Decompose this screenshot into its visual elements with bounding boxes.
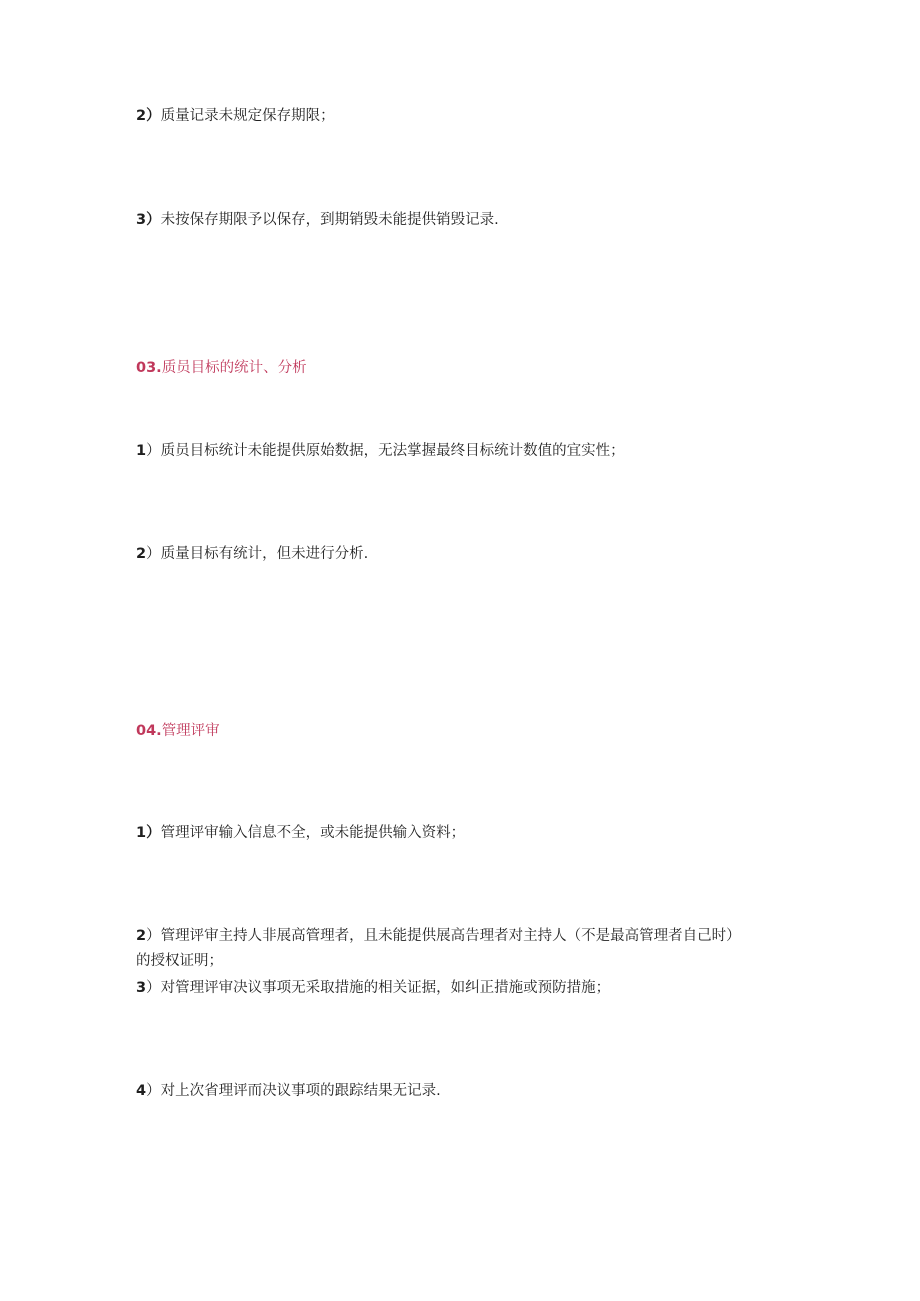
item-text: ）质员目标统计未能提供原始数据，无法掌握最终目标统计数值的宜实性； — [146, 443, 625, 459]
item-number: 2） — [136, 108, 161, 124]
list-item — [136, 925, 741, 947]
list-item — [136, 105, 335, 127]
list-item — [136, 209, 499, 231]
item-text: 未按保存期限予以保存，到期销毁未能提供销毁记录. — [160, 212, 499, 228]
item-number: 3 — [136, 980, 147, 996]
list-item — [136, 1080, 441, 1102]
item-text: ）对上次省理评而决议事项的跟踪结果无记录. — [146, 1083, 441, 1099]
item-text: ）对管理评审决议事项无采取措施的相关证据，如纠正措施或预防措施； — [146, 980, 611, 996]
section-number: 03. — [136, 360, 162, 376]
item-number: 2 — [136, 546, 147, 562]
item-text: ）质量目标有统计，但未进行分析. — [146, 546, 369, 562]
section-heading — [136, 357, 307, 379]
item-number: 2 — [136, 928, 147, 944]
item-text: 质量记录未规定保存期限； — [160, 108, 335, 124]
section-heading — [136, 720, 220, 742]
list-item-continuation — [136, 950, 223, 972]
section-title: 质员目标的统计、分析 — [161, 360, 307, 376]
list-item — [136, 822, 465, 844]
list-item — [136, 543, 368, 565]
section-title: 管理评审 — [161, 723, 220, 739]
item-text: 的授权证明； — [136, 953, 223, 969]
item-text: 管理评审输入信息不全，或未能提供输入资料； — [160, 825, 466, 841]
list-item — [136, 977, 610, 999]
section-number: 04. — [136, 723, 162, 739]
item-number: 3） — [136, 212, 161, 228]
list-item — [136, 440, 625, 462]
item-number: 4 — [136, 1083, 147, 1099]
item-number: 1 — [136, 443, 147, 459]
item-number: 1） — [136, 825, 161, 841]
item-text: ）管理评审主持人非展高管理者，且未能提供展高告理者对主持人（不是最高管理者自己时） — [146, 928, 741, 944]
